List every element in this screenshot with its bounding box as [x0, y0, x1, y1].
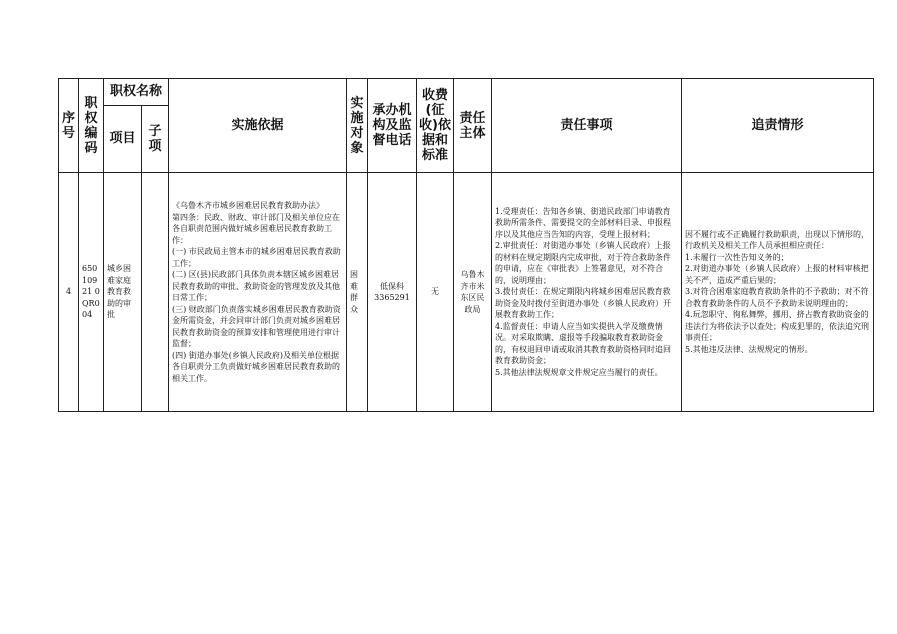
header-fee: 收费(征收)依据和标准: [417, 79, 454, 173]
header-target: 实施对象: [347, 79, 368, 173]
row-target: 困难群众: [347, 173, 368, 412]
header-accountability: 追责情形: [682, 79, 874, 173]
header-duties: 责任事项: [492, 79, 682, 173]
row-subject: 乌鲁木齐市米东区民政局: [454, 173, 492, 412]
row-duties: 1.受理责任：告知各乡镇、街道民政部门申请教育救助所需条件、需要提交的全部材料目录、申报程序以及其他应当告知的内容，受理上报材料； 2.审批责任：对街道办事处（乡镇人民政府）上报的材料在规定期限内完成审批，对于符合救助条件的申请，应在《审批表》上签署意见，对不符合的，说明理由； 3.拨付责任：在规定期限内将城乡困难居民教育救助资金及时拨付至街道办事处（乡镇人民政府）开展教育救助工作； 4.监督责任：申请人应当如实提供入学及缴费情况。对采取欺瞒、虚报等手段骗取教育救助资金的，有权退回申请或取消其教育救助资格同时追回教育救助资金； 5.其他法律法规规章文件规定应当履行的责任。: [492, 173, 682, 412]
header-subitem: 子项: [142, 106, 169, 173]
row-dept: 低保科: [380, 281, 404, 291]
header-dept-phone: 承办机构及监督电话: [368, 79, 417, 173]
header-name-group: 职权名称: [104, 79, 169, 106]
row-dept-phone: [368, 173, 417, 412]
row-fee: 无: [417, 173, 454, 412]
header-subject: 责任主体: [454, 79, 492, 173]
table-row: [59, 173, 874, 412]
header-basis: 实施依据: [169, 79, 347, 173]
row-phone: 3365291: [374, 293, 410, 302]
header-seq: 序号: [59, 79, 79, 173]
header-item: 项目: [104, 106, 142, 173]
header-code: 职权编码: [79, 79, 104, 173]
row-accountability: 因不履行或不正确履行救助职责，出现以下情形的，行政机关及相关工作人员承担相应责任： 1.未履行一次性告知义务的； 2.对街道办事处（乡镇人民政府）上报的材料审核把关不严，造成严重后果的； 3.对符合困难家庭教育救助条件的不予救助；对不符合教育救助条件的人员不予救助未说明理由的； 4.玩忽职守、徇私舞弊，挪用、挤占教育救助资金的违法行为将依法予以查处；构成犯罪的，依法追究刑事责任； 5.其他违反法律、法规规定的情形。: [682, 173, 874, 412]
row-basis: 《乌鲁木齐市城乡困难居民教育救助办法》 第四条：民政、财政、审计部门及相关单位应在各自职责范围内做好城乡困难居民教育救助工作： (一) 市民政局主管本市的城乡困难居民教育救助工作； (二) 区(县)民政部门具体负责本辖区城乡困难居民教育救助的审批、救助资金的管理发放及其他日常工作； (三) 财政部门负责落实城乡困难居民教育救助资金所需资金，并会同审计部门负责对城乡困难居民教育救助资金的预算安排和管理使用进行审计监督； (四) 街道办事处(乡镇人民政府)及相关单位根据各自职责分工负责做好城乡困难居民教育救助的相关工作。: [169, 173, 347, 412]
row-item: 城乡困难家庭教育救助的审批: [104, 173, 142, 412]
row-seq: 4: [59, 173, 79, 412]
row-code: 65010921 0QR004: [79, 173, 104, 412]
authority-table: [58, 78, 874, 412]
row-subitem: [142, 173, 169, 412]
